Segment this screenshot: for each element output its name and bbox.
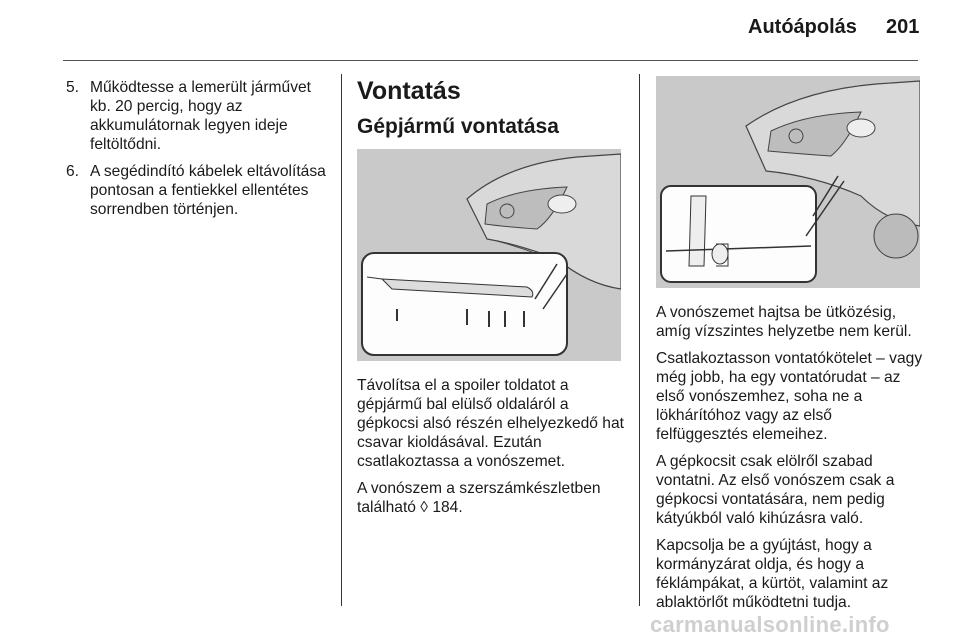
left-column	[66, 78, 331, 227]
tow-eye-drawing	[656, 76, 920, 288]
steps-list	[66, 78, 331, 219]
page-number: 201	[886, 16, 920, 38]
step-number: 6.	[66, 163, 80, 180]
column-divider-right	[639, 74, 640, 606]
chapter-heading: Vontatás	[357, 77, 461, 105]
step-item	[66, 162, 331, 219]
step-item	[66, 78, 331, 154]
paragraph: Kapcsolja be a gyújtást, hogy a kormányzárat oldja, és hogy a féklámpákat, a kürtöt, valamint az ablaktörlőt működtetni tudja.	[656, 537, 889, 611]
paragraph: A vonószemet hajtsa be ütközésig, amíg vízszintes helyzetbe nem kerül.	[656, 304, 912, 340]
spoiler-removal-illustration	[357, 149, 621, 361]
car-front-spoiler-drawing	[357, 149, 621, 361]
step-text: Működtesse a lemerült járművet kb. 20 percig, hogy az akkumulátornak legyen ideje feltöltődni.	[90, 79, 312, 153]
right-body	[656, 303, 926, 620]
header-divider	[63, 60, 918, 61]
paragraph: A vonószem a szerszámkészletben található ◊ 184.	[357, 480, 601, 516]
section-title: Autóápolás	[748, 16, 857, 38]
watermark: carmanualsonline.info	[650, 612, 890, 637]
step-text: A segédindító kábelek eltávolítása pontosan a fentiekkel ellentétes sorrendben történjen.	[90, 163, 326, 218]
section-heading: Gépjármű vontatása	[357, 115, 559, 138]
middle-column	[357, 76, 625, 140]
paragraph: A gépkocsit csak elölről szabad vontatni. Az első vonószem csak a gépkocsi vontatására, nem pedig kátyúkból való kihúzásra való.	[656, 453, 895, 527]
middle-body	[357, 376, 625, 525]
paragraph: Csatlakoztasson vontatókötelet – vagy még jobb, ha egy vontatórudat – az első vonószemhez, soha ne a lökhárítóhoz vagy az első felfüggesztés elemeihez.	[656, 350, 923, 443]
paragraph: Távolítsa el a spoiler toldatot a gépjármű bal elülső oldaláról a gépkocsi alsó részén elhelyezkedő hat csavar kioldásával. Ezután csatlakoztassa a vonószemet.	[357, 377, 624, 470]
step-number: 5.	[66, 79, 80, 96]
column-divider-left	[341, 74, 342, 606]
tow-eye-illustration	[656, 76, 920, 288]
